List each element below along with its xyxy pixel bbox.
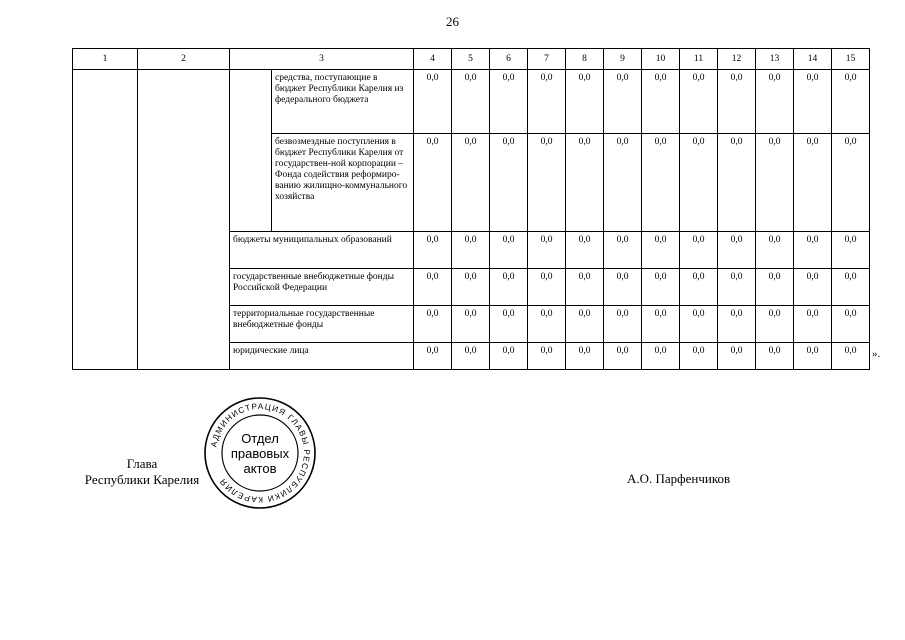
value-cell: 0,0: [832, 306, 870, 343]
table-row: [73, 70, 870, 134]
signature-title-line: Республики Карелия: [84, 472, 200, 487]
value-cell: 0,0: [718, 134, 756, 232]
header-cell: 10: [642, 49, 680, 70]
value-cell: 0,0: [414, 343, 452, 370]
value-cell: 0,0: [832, 343, 870, 370]
value-cell: 0,0: [528, 269, 566, 306]
header-cell: 14: [794, 49, 832, 70]
value-cell: 0,0: [528, 343, 566, 370]
page-number: 26: [446, 14, 459, 29]
value-cell: 0,0: [680, 269, 718, 306]
header-cell: 1: [73, 49, 138, 70]
header-row: [73, 49, 870, 70]
value-cell: 0,0: [756, 70, 794, 134]
value-cell: 0,0: [566, 343, 604, 370]
value-cell: 0,0: [642, 269, 680, 306]
empty-cell: [230, 70, 272, 232]
value-cell: 0,0: [794, 232, 832, 269]
stamp-line: правовых: [230, 446, 290, 461]
empty-cell: [138, 70, 230, 370]
stamp-line: актов: [243, 461, 277, 476]
value-cell: 0,0: [452, 70, 490, 134]
value-cell: 0,0: [718, 306, 756, 343]
value-cell: 0,0: [528, 232, 566, 269]
stamp-ring-text: АДМИНИСТРАЦИЯ ГЛАВЫ РЕСПУБЛИКИ КАРЕЛИЯ: [209, 401, 312, 505]
header-cell: 11: [680, 49, 718, 70]
value-cell: 0,0: [452, 343, 490, 370]
value-cell: 0,0: [718, 232, 756, 269]
value-cell: 0,0: [794, 134, 832, 232]
value-cell: 0,0: [414, 306, 452, 343]
value-cell: 0,0: [756, 269, 794, 306]
value-cell: 0,0: [642, 306, 680, 343]
value-cell: 0,0: [566, 306, 604, 343]
header-cell: 8: [566, 49, 604, 70]
value-cell: 0,0: [566, 232, 604, 269]
value-cell: 0,0: [604, 306, 642, 343]
header-cell: 9: [604, 49, 642, 70]
header-cell: 3: [230, 49, 414, 70]
value-cell: 0,0: [794, 306, 832, 343]
value-cell: 0,0: [794, 343, 832, 370]
header-cell: 2: [138, 49, 230, 70]
value-cell: 0,0: [756, 232, 794, 269]
header-cell: 6: [490, 49, 528, 70]
header-cell: 13: [756, 49, 794, 70]
row-label: бюджеты муниципальных образований: [230, 232, 414, 269]
value-cell: 0,0: [414, 70, 452, 134]
value-cell: 0,0: [528, 306, 566, 343]
value-cell: 0,0: [642, 70, 680, 134]
value-cell: 0,0: [452, 306, 490, 343]
row-label: средства, поступающие в бюджет Республики Карелия из федерального бюджета: [272, 70, 414, 134]
value-cell: 0,0: [642, 134, 680, 232]
signature-title: [78, 456, 206, 488]
row-label: юридические лица: [230, 343, 414, 370]
value-cell: 0,0: [414, 232, 452, 269]
stamp-line: Отдел: [241, 431, 279, 446]
value-cell: 0,0: [832, 70, 870, 134]
value-cell: 0,0: [528, 134, 566, 232]
value-cell: 0,0: [832, 134, 870, 232]
header-cell: 15: [832, 49, 870, 70]
header-cell: 12: [718, 49, 756, 70]
value-cell: 0,0: [680, 70, 718, 134]
row-label: государственные внебюджетные фонды Российской Федерации: [230, 269, 414, 306]
value-cell: 0,0: [490, 232, 528, 269]
value-cell: 0,0: [718, 343, 756, 370]
value-cell: 0,0: [490, 70, 528, 134]
row-label: безвозмездные поступления в бюджет Республики Карелия от государствен-ной корпорации – Фонда содействия реформиро-ванию жилищно-коммунального хозяйства: [272, 134, 414, 232]
signature-title-line: Глава: [126, 456, 158, 471]
official-stamp: [203, 396, 317, 510]
value-cell: 0,0: [794, 269, 832, 306]
value-cell: 0,0: [566, 134, 604, 232]
value-cell: 0,0: [756, 306, 794, 343]
value-cell: 0,0: [794, 70, 832, 134]
value-cell: 0,0: [604, 134, 642, 232]
header-cell: 5: [452, 49, 490, 70]
value-cell: 0,0: [452, 269, 490, 306]
value-cell: 0,0: [642, 343, 680, 370]
signatory-name: А.О. Парфенчиков: [627, 471, 731, 486]
value-cell: 0,0: [604, 269, 642, 306]
value-cell: 0,0: [718, 70, 756, 134]
value-cell: 0,0: [490, 306, 528, 343]
header-cell: 7: [528, 49, 566, 70]
value-cell: 0,0: [832, 269, 870, 306]
value-cell: 0,0: [414, 134, 452, 232]
header-cell: 4: [414, 49, 452, 70]
value-cell: 0,0: [718, 269, 756, 306]
row-label: территориальные государственные внебюджетные фонды: [230, 306, 414, 343]
value-cell: 0,0: [490, 134, 528, 232]
value-cell: 0,0: [680, 306, 718, 343]
value-cell: 0,0: [756, 134, 794, 232]
empty-cell: [73, 70, 138, 370]
value-cell: 0,0: [604, 232, 642, 269]
closing-quote: ».: [872, 348, 881, 360]
value-cell: 0,0: [566, 269, 604, 306]
value-cell: 0,0: [566, 70, 604, 134]
value-cell: 0,0: [680, 232, 718, 269]
value-cell: 0,0: [680, 343, 718, 370]
budget-table: [72, 48, 870, 370]
value-cell: 0,0: [414, 269, 452, 306]
value-cell: 0,0: [528, 70, 566, 134]
value-cell: 0,0: [490, 343, 528, 370]
value-cell: 0,0: [756, 343, 794, 370]
value-cell: 0,0: [832, 232, 870, 269]
value-cell: 0,0: [604, 343, 642, 370]
value-cell: 0,0: [680, 134, 718, 232]
value-cell: 0,0: [452, 134, 490, 232]
value-cell: 0,0: [642, 232, 680, 269]
value-cell: 0,0: [604, 70, 642, 134]
value-cell: 0,0: [490, 269, 528, 306]
value-cell: 0,0: [452, 232, 490, 269]
